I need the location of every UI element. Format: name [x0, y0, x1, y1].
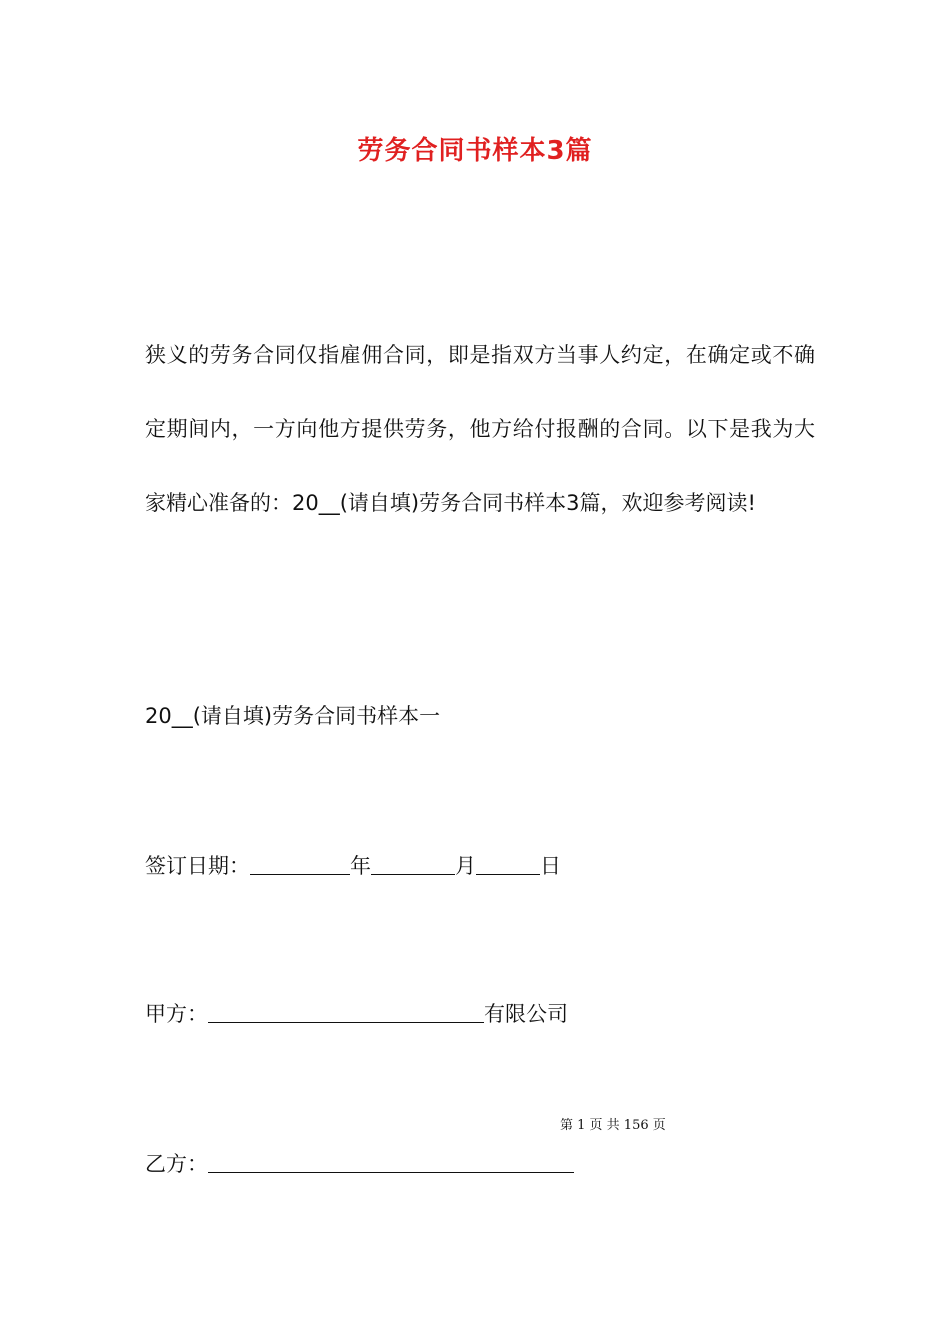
sign-date-label: 签订日期： [145, 854, 250, 878]
party-b-label: 乙方： [145, 1152, 208, 1176]
party-a-line [145, 998, 568, 1028]
party-a-suffix: 有限公司 [484, 1002, 568, 1026]
party-a-blank [208, 1002, 484, 1023]
contract-subtitle: 20__(请自填)劳务合同书样本一 [145, 704, 441, 728]
page-footer: 第 1 页 共 156 页 [560, 1118, 666, 1133]
party-b-line [145, 1148, 574, 1178]
year-blank [250, 854, 350, 875]
party-b-blank [208, 1152, 574, 1173]
day-blank [476, 854, 540, 875]
document-title: 劳务合同书样本3篇 [357, 136, 593, 166]
day-label: 日 [540, 854, 561, 878]
intro-paragraph: 狭义的劳务合同仅指雇佣合同，即是指双方当事人约定，在确定或不确定期间内，一方向他方提供劳务，他方给付报酬的合同。以下是我为大家精心准备的：20__(请自填)劳务合同书样本3篇，欢迎参考阅读! [145, 343, 815, 515]
year-label: 年 [350, 854, 371, 878]
sign-date-line [145, 850, 561, 880]
party-a-label: 甲方： [145, 1002, 208, 1026]
month-label: 月 [455, 854, 476, 878]
month-blank [371, 854, 455, 875]
